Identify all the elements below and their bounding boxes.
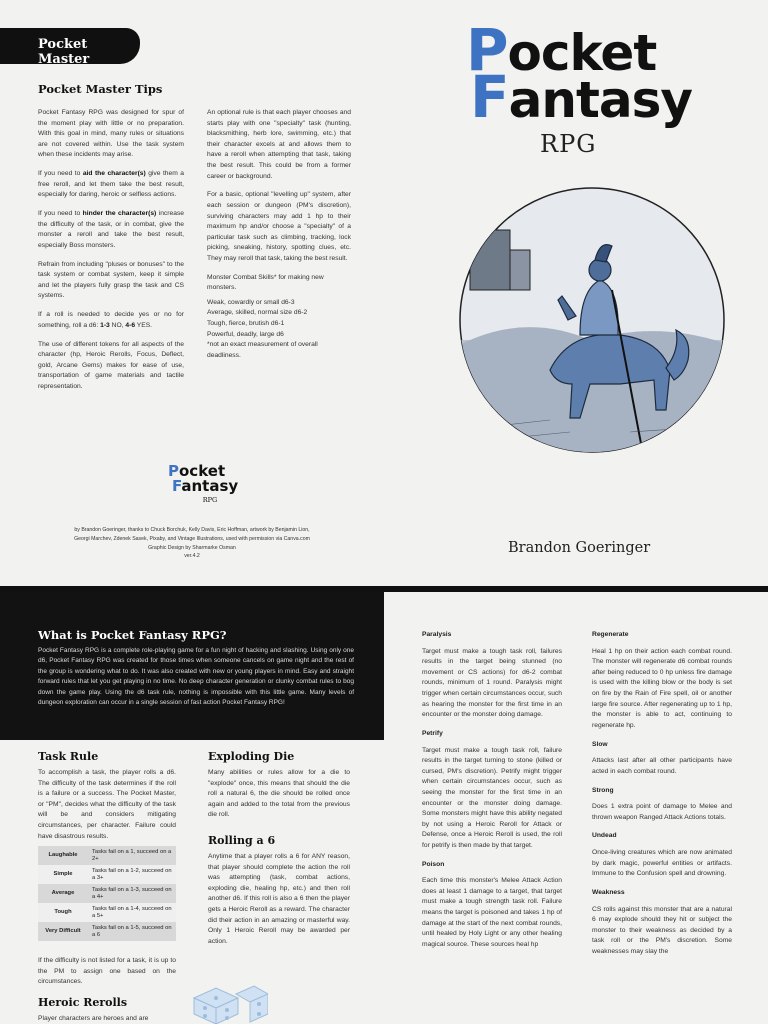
intro-band — [0, 592, 384, 740]
ability-title: Petrify — [422, 729, 443, 737]
ability-title: Weakness — [592, 889, 625, 897]
intro-text: Pocket Fantasy RPG is a complete role-playing game for a fun night of hacking and slashing. Using only one d6, Pocket Fantasy RPG was created for those times when someone cancels on game night and the rest of the group is wondering what to do. It was also created with new or young players in mind. Easy and straight forward rules that let you get playing in no time. No deep character generation or clunky combat rules to bog down the game play. Using the d6 task rule, nothing is impossible with this little game. Many levels of dungeon exploration can occur in a single session of fast action Pocket Fantasy RPG! — [38, 647, 354, 707]
abilities-column-right — [592, 626, 732, 966]
tips-paragraph: If you need to hinder the character(s) increase the difficulty of the task, or in combat, give the monster a reroll and take the best result, especially Boss monsters. — [38, 210, 185, 249]
tips-paragraph: If you need to aid the character(s) give them a free reroll, and let them take the best result, especially for daring, heroic or selfless actions. — [38, 170, 185, 199]
ability-title: Undead — [592, 832, 617, 840]
ability-text: Heal 1 hp on their action each combat round. The monster will regenerate d6 combat rounds after being reduced to 0 hp unless fire damage is used with the killing blow or the body is set on fire by the Rain of Fire spell, oil or another large fire source. After regenerating up to 1 hp, the monster is able to act, continuing to regenerate hp. — [592, 647, 732, 729]
task-rule-text: To accomplish a task, the player rolls a d6. The difficulty of the task determines if the roll is a failure or a success. The Pocket Master, or "PM", decides what the difficulty of the task will be and considers mitigating circumstances, per character. Failure could have disastrous results. — [38, 769, 176, 840]
task-rule-after: If the difficulty is not listed for a task, it is up to the PM to assign one based on the circumstances. — [38, 957, 176, 986]
table-row: Tough Tasks fail on a 1-4, succeed on a 5+ — [38, 903, 176, 922]
tips-paragraph: Refrain from including "pluses or bonuses" to the task system or combat system, keep it simple and let the players fully grasp the task and CS systems. — [38, 260, 184, 300]
ability-title: Slow — [592, 740, 608, 748]
ability-text: CS rolls against this monster that are a natural 6 may explode should they hit or subject the monster to their weakness as decided by a task roll or the PM's discretion. Some weaknesses may slay the — [592, 905, 732, 955]
tips-paragraph: Pocket Fantasy RPG was designed for spur of the moment play with little or no preparation. With this goal in mind, many rules or situations are not covered within. Use the task system when these incidents may arise. — [38, 109, 184, 159]
page-monster-abilities — [384, 592, 768, 1024]
ability-title: Paralysis — [422, 631, 452, 638]
monster-combat-skills: Monster Combat Skills* for making new monsters. Weak, cowardly or small d6-3 Average, skilled, normal size d6-2 Tough, fierce, brutish d6-1 Powerful, deadly, large d6 *not an exact measurement of overall deadliness. — [207, 273, 324, 359]
dice-icon — [188, 978, 268, 1024]
abilities-column-left — [422, 626, 562, 959]
ability-text: Does 1 extra point of damage to Melee and thrown weapon Ranged Attack Actions totals. — [592, 803, 732, 821]
tips-paragraph: If a roll is needed to decide yes or no for something, roll a d6: 1-3 NO, 4-6 YES. — [38, 311, 184, 329]
table-row: Simple Tasks fail on a 1-2, succeed on a 3+ — [38, 865, 176, 884]
tips-column-right — [207, 108, 351, 361]
intro-heading: What is Pocket Fantasy RPG? — [38, 628, 227, 642]
ability-text: Target must make a tough task roll, failure results in the target turning to stone (killed or cursed, PM's discretion). Petrify might trigger when certain circumstances occur, such as seeing the monster for the first time in an encounter or the monster doing damage. Some monsters might have this ability negated by not using a Heroic Reroll for Attack or Defense, once a Heroic Reroll is used, the roll for petrify is then made by that target. — [422, 746, 562, 849]
ability-title: Strong — [592, 786, 614, 794]
knight-on-horse-illustration — [430, 170, 730, 490]
exploding-die-text: Many abilities or rules allow for a die to "explode" once, this means that should the die roll a natural 6, the die should be rolled once again and added to the total from the previous die roll. — [208, 769, 350, 819]
ability-text: Attacks last after all other participants have acted in each combat round. — [592, 757, 732, 775]
ability-text: Once-living creatures which are now animated by dark magic, powerful entities or artifacts. Immune to the Confusion spell and drowning. — [592, 849, 732, 878]
table-row: Laughable Tasks fail on a 1, succeed on a 2+ — [38, 846, 176, 865]
heroic-rerolls-text: Player characters are heroes and are — [38, 1015, 149, 1022]
tips-column-left — [38, 108, 184, 401]
exploding-die-heading: Exploding Die — [208, 750, 295, 763]
heroic-rerolls-heading: Heroic Rerolls — [38, 996, 128, 1009]
pocket-fantasy-logo: Pocket Fantasy — [466, 16, 692, 131]
task-rule-heading: Task Rule — [38, 750, 99, 763]
credits: by Brandon Goeringer, thanks to Chuck Borchuk, Kelly Davis, Eric Hoffman, artwork by Benjamin Lion, Georgi Marchev, Zdenek Sasek, Pixaby, and Vintage Illustrations, used with permission via Canva.com Graphic Design by Sharmarke Osman ver.4.2 — [74, 527, 310, 560]
table-row: Average Tasks fail on a 1-3, succeed on a 4+ — [38, 884, 176, 903]
table-row: Very Difficult Tasks fail on a 1-5, succeed on a 6 — [38, 922, 176, 941]
page-rules-intro — [0, 592, 384, 1024]
cover-subtitle: RPG — [540, 130, 597, 158]
tips-paragraph: An optional rule is that each player chooses and starts play with one "specialty" task (hunting, blacksmithing, herb lore, swimming, etc.) that their character excels at and allows them to have a reroll when attempting that task, taking the best result. This could be from a former career or background. — [207, 109, 351, 180]
difficulty-table — [38, 846, 176, 941]
pocket-master-banner: Pocket Master — [0, 28, 140, 64]
pocket-fantasy-logo-small: Pocket Fantasy RPG — [168, 462, 239, 504]
tips-paragraph: The use of different tokens for all aspects of the character (hp, Heroic Rerolls, Focus, Deflect, gold, Arcane Gems) makes for ease of use, transportation of game materials and tactile representation. — [38, 340, 184, 390]
rolling-six-text: Anytime that a player rolls a 6 for ANY reason, that player should complete the action the roll was attempting (task, combat actions, exploding die, healing hp, etc.) and then roll another d6. If this roll is also a 6 then the player gets a Heroic Reroll as a reward. The character did their action in an amazing or masterful way. Only 1 Heroic Reroll may be awarded per action. — [208, 853, 350, 945]
rolling-six-heading: Rolling a 6 — [208, 834, 276, 847]
ability-text: Target must make a tough task roll, failures results in the target being stunned (no movement or CS actions) for d6-2 combat rounds, minimum of 1 round. Paralysis might trigger when certain circumstances occur, such as hearing the monster for the first time in an encounter or the monster doing damage. — [422, 647, 562, 719]
author-name: Brandon Goeringer — [508, 540, 651, 556]
ability-title: Poison — [422, 860, 445, 868]
page-pocket-master-tips — [0, 0, 384, 586]
tips-paragraph: For a basic, optional "levelling up" system, after each session or dungeon (PM's discretion), surviving characters may add 1 hp to their maximum hp and/or choose a "specialty" of a particular task such as climbing, tracking, lock picking, sneaking, history, spotting clues, etc. They may reroll that task, taking the best result. — [207, 191, 351, 262]
ability-title: Regenerate — [592, 631, 629, 638]
ability-text: Each time this monster's Melee Attack Action does at least 1 damage to a target, that target must make a tough strength task roll. Failure means the target is poisoned and takes 1 hp of damage at the start of the next combat rounds, until healed by Holy Light or any other healing magical source. These sources heal hp — [422, 877, 562, 948]
pocket-master-tips-heading: Pocket Master Tips — [38, 82, 163, 96]
